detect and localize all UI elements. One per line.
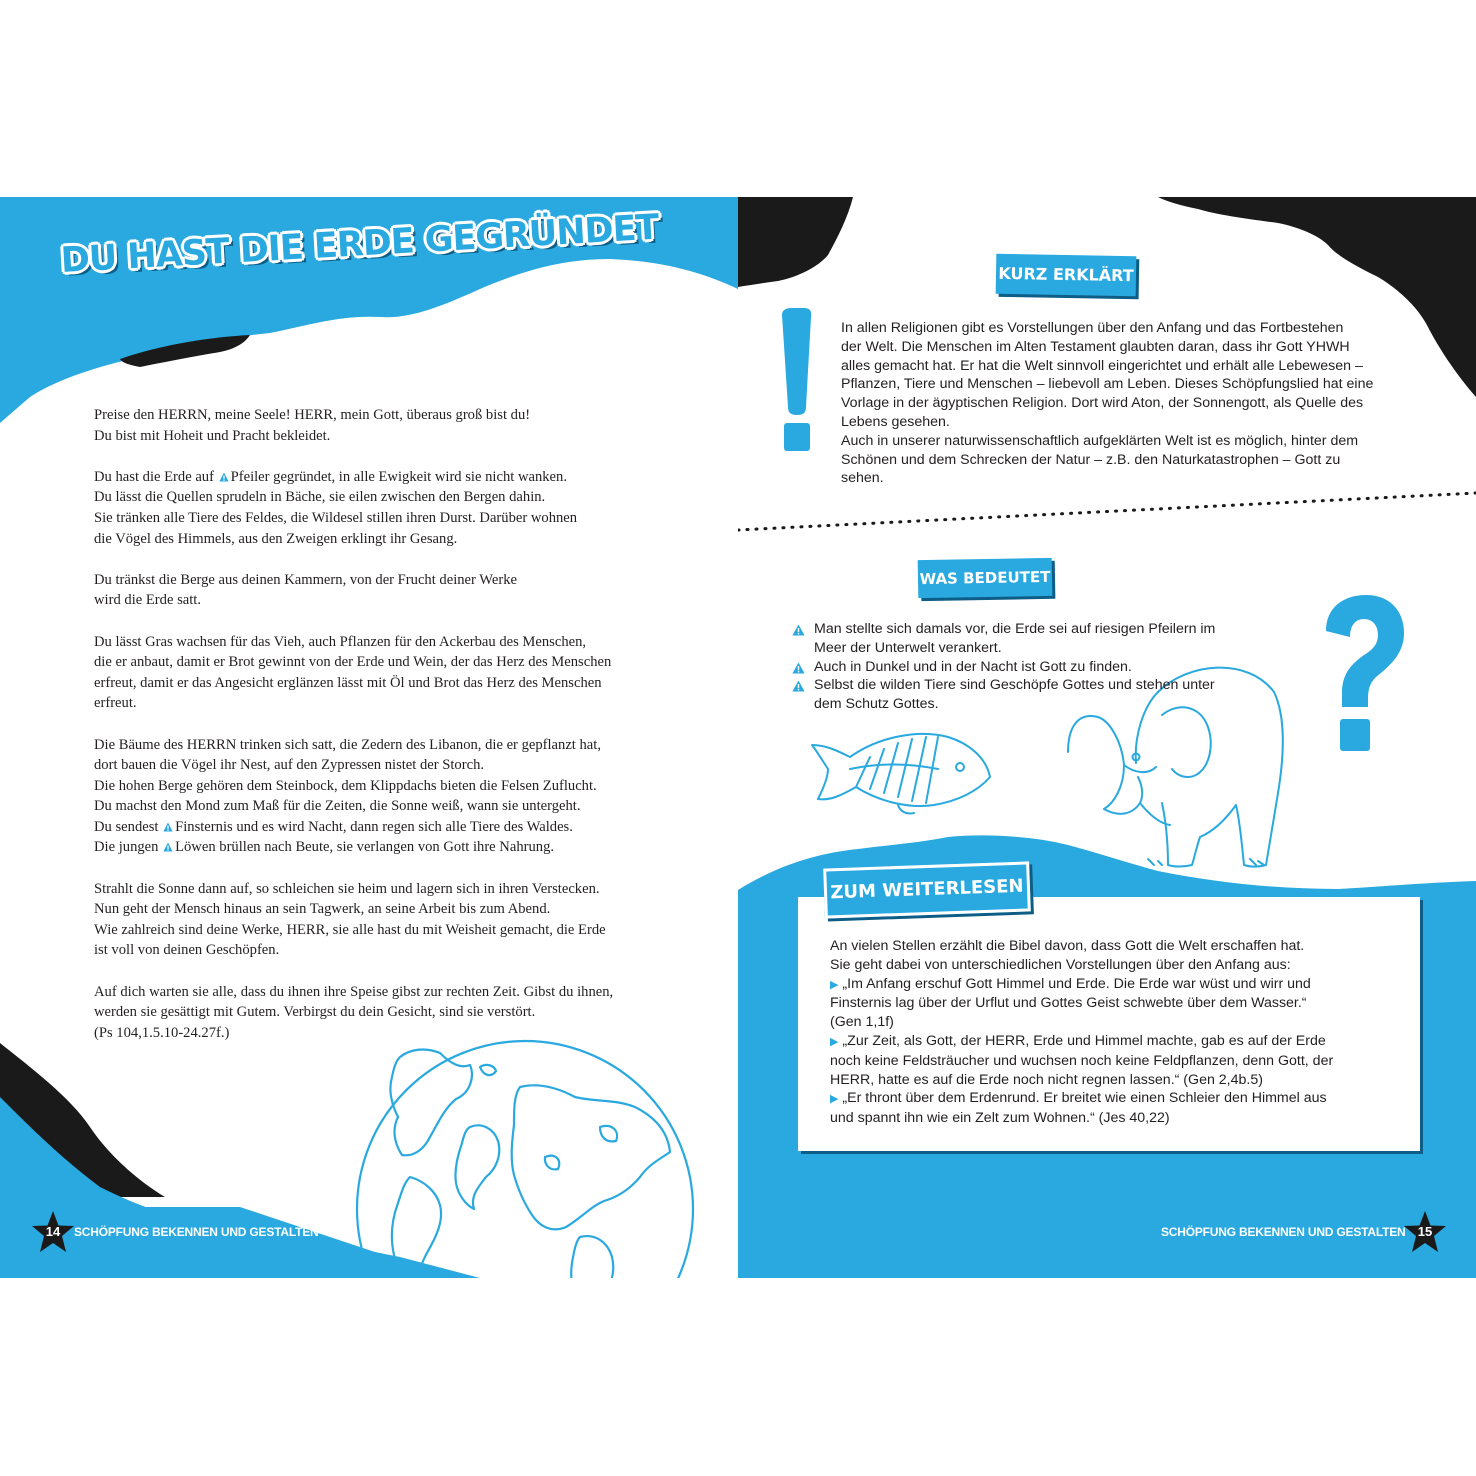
psalm-paragraph bbox=[94, 570, 694, 611]
psalm-line: Strahlt die Sonne dann auf, so schleichen sie heim und lagern sich in ihren Verstecken. bbox=[94, 880, 600, 897]
page-number-text: 15 bbox=[1417, 1224, 1433, 1239]
quote-line bbox=[830, 1089, 1333, 1109]
list-item-text: Selbst die wilden Tiere sind Geschöpfe Gottes und stehen unter bbox=[814, 677, 1215, 694]
page-footer-left: SCHÖPFUNG BEKENNEN UND GESTALTEN bbox=[74, 1225, 319, 1239]
psalm-line-start: Du hast die Erde auf bbox=[94, 468, 218, 485]
quote-line: und spannt ihn wie ein Zelt zum Wohnen.“ (Jes 40,22) bbox=[830, 1110, 1170, 1127]
quote-citation: (Gen 1,1f) bbox=[830, 1014, 894, 1031]
psalm-line: Sie tränken alle Tiere des Feldes, die Wildesel stillen ihren Durst. Darüber wohnen bbox=[94, 509, 578, 526]
kurz-erklaert-label: KURZ ERKLÄRT bbox=[996, 254, 1137, 296]
psalm-line: Auf dich warten sie alle, dass du ihnen ihre Speise gibst zur rechten Zeit. Gibst du ihnen, bbox=[94, 983, 614, 1000]
quote-text: „Er thront über dem Erdenrund. Er breitet wie einen Schleier den Himmel aus bbox=[842, 1090, 1327, 1107]
quote-line bbox=[830, 975, 1333, 995]
zum-weiterlesen-box bbox=[798, 897, 1420, 1151]
text-line: Pflanzen, Tiere und Menschen – liebevoll am Leben. Dieses Schöpfungslied hat eine bbox=[841, 376, 1374, 393]
psalm-line-end: Finsternis und es wird Nacht, dann regen sich alle Tiere des Waldes. bbox=[175, 818, 573, 835]
text-line: der Welt. Die Menschen im Alten Testament glaubten daran, dass ihr Gott YHWH bbox=[841, 338, 1350, 355]
text-line: Schönen und dem Schrecken der Natur – z.B. den Naturkatastrophen – Gott zu bbox=[841, 451, 1341, 468]
list-item-continuation: Meer der Unterwelt verankert. bbox=[814, 639, 1002, 656]
psalm-paragraph bbox=[94, 632, 694, 714]
psalm-line-end: Pfeiler gegründet, in alle Ewigkeit wird sie nicht wanken. bbox=[230, 468, 567, 485]
list-item bbox=[792, 658, 1215, 677]
globe-illustration bbox=[357, 1041, 693, 1278]
note-triangle-icon[interactable] bbox=[792, 624, 805, 636]
quote-line bbox=[830, 1032, 1333, 1052]
psalm-line: die er anbaut, damit er Brot gewinnt von der Erde und Wein, der das Herz des Menschen bbox=[94, 654, 612, 671]
page-footer-right: SCHÖPFUNG BEKENNEN UND GESTALTEN bbox=[1161, 1225, 1406, 1239]
kurz-erklaert-text bbox=[841, 319, 1373, 488]
text-line: In allen Religionen gibt es Vorstellungen über den Anfang und das Fortbestehen bbox=[841, 320, 1344, 336]
psalm-line: Die hohen Berge gehören dem Steinbock, dem Klippdachs bieten die Felsen Zuflucht. bbox=[94, 777, 597, 794]
text-line: sehen. bbox=[841, 470, 884, 487]
left-page bbox=[0, 197, 738, 1278]
psalm-line: Du lässt die Quellen sprudeln in Bäche, sie eilen zwischen den Bergen dahin. bbox=[94, 489, 546, 506]
psalm-line bbox=[94, 837, 694, 858]
psalm-line: wird die Erde satt. bbox=[94, 592, 201, 609]
psalm-line bbox=[94, 817, 694, 838]
book-spread bbox=[0, 197, 1476, 1278]
psalm-line: Du tränkst die Berge aus deinen Kammern, von der Frucht deiner Werke bbox=[94, 571, 517, 588]
psalm-paragraph bbox=[94, 982, 694, 1044]
was-bedeutet-label: WAS BEDEUTET bbox=[918, 558, 1053, 598]
page-number-left bbox=[31, 1210, 75, 1254]
psalm-line: Du lässt Gras wachsen für das Vieh, auch Pflanzen für den Ackerbau des Menschen, bbox=[94, 633, 587, 650]
text-line: Sie geht dabei von unterschiedlichen Vorstellungen über den Anfang aus: bbox=[830, 956, 1291, 973]
exclamation-icon bbox=[778, 307, 814, 453]
was-bedeutet-list bbox=[792, 620, 1215, 714]
quote-text: „Zur Zeit, als Gott, der HERR, Erde und Himmel machte, gab es auf der Erde bbox=[842, 1032, 1326, 1049]
quote-line: noch keine Feldsträucher und wuchsen noch keine Feldpflanzen, denn Gott, der bbox=[830, 1052, 1334, 1069]
psalm-line: Du bist mit Hoheit und Pracht bekleidet. bbox=[94, 427, 331, 444]
list-item-text: Auch in Dunkel und in der Nacht ist Gott zu finden. bbox=[814, 658, 1132, 675]
psalm-line: Preise den HERRN, meine Seele! HERR, mein Gott, überaus groß bist du! bbox=[94, 407, 531, 423]
list-item bbox=[792, 676, 1215, 695]
list-item-continuation: dem Schutz Gottes. bbox=[814, 696, 939, 713]
fish-illustration bbox=[812, 734, 990, 814]
psalm-line: Die Bäume des HERRN trinken sich satt, die Zedern des Libanon, die er gepflanzt hat, bbox=[94, 736, 601, 753]
psalm-line bbox=[94, 467, 694, 488]
note-triangle-icon[interactable] bbox=[163, 822, 173, 832]
note-triangle-icon[interactable] bbox=[219, 472, 229, 482]
psalm-paragraph bbox=[94, 879, 694, 961]
psalm-citation: (Ps 104,1.5.10-24.27f.) bbox=[94, 1024, 230, 1041]
text-line: Vorlage in der ägyptischen Religion. Dort wird Aton, der Sonnengott, als Quelle des bbox=[841, 395, 1364, 412]
psalm-line-start: Die jungen bbox=[94, 839, 163, 856]
arrow-icon: ▶ bbox=[830, 978, 839, 991]
zum-weiterlesen-label: ZUM WEITERLESEN bbox=[823, 861, 1031, 918]
question-mark-icon bbox=[1320, 593, 1406, 757]
quote-line: HERR, hatte es auf die Erde noch nicht regnen lassen.“ (Gen 2,4b.5) bbox=[830, 1071, 1263, 1088]
psalm-paragraph bbox=[94, 405, 694, 446]
page-number-text: 14 bbox=[45, 1224, 61, 1239]
text-line: alles gemacht hat. Er hat die Welt sinnvoll eingerichtet und erhält alle Lebewesen – bbox=[841, 357, 1363, 374]
psalm-line: Wie zahlreich sind deine Werke, HERR, sie alle hast du mit Weisheit gemacht, die Erde bbox=[94, 921, 606, 938]
psalm-line: ist voll von deinen Geschöpfen. bbox=[94, 942, 280, 959]
arrow-icon: ▶ bbox=[830, 1093, 839, 1106]
arrow-icon: ▶ bbox=[830, 1035, 839, 1048]
psalm-paragraph bbox=[94, 735, 694, 859]
psalm-line-start: Du sendest bbox=[94, 818, 163, 835]
text-line: Auch in unserer naturwissenschaftlich aufgeklärten Welt ist es möglich, hinter dem bbox=[841, 432, 1359, 449]
page-number-right bbox=[1403, 1210, 1447, 1254]
text-line: An vielen Stellen erzählt die Bibel davon, dass Gott die Welt erschaffen hat. bbox=[830, 938, 1305, 954]
note-triangle-icon[interactable] bbox=[792, 680, 805, 692]
psalm-line: erfreut. bbox=[94, 695, 137, 712]
psalm-line: werden sie gesättigt mit Gutem. Verbirgst du dein Gesicht, sind sie verstört. bbox=[94, 1004, 536, 1021]
text-line: Lebens gesehen. bbox=[841, 413, 950, 430]
psalm-line: erfreut, damit er das Angesicht erglänzen lässt mit Öl und Brot das Herz des Menschen bbox=[94, 674, 602, 691]
psalm-line: die Vögel des Himmels, aus den Zweigen erklingt ihr Gesang. bbox=[94, 530, 458, 547]
psalm-line: dort bauen die Vögel ihr Nest, auf den Zypressen nistet der Storch. bbox=[94, 757, 485, 774]
zum-weiterlesen-text bbox=[830, 937, 1333, 1128]
quote-line: Finsternis lag über der Urflut und Gottes Geist schwebte über dem Wasser.“ bbox=[830, 995, 1307, 1012]
right-page bbox=[738, 197, 1476, 1278]
psalm-paragraph bbox=[94, 467, 694, 549]
psalm-line: Du machst den Mond zum Maß für die Zeiten, die Sonne weiß, wann sie untergeht. bbox=[94, 798, 581, 815]
page-title: DU HAST DIE ERDE GEGRÜNDET bbox=[59, 207, 660, 281]
quote-text: „Im Anfang erschuf Gott Himmel und Erde. Die Erde war wüst und wirr und bbox=[842, 975, 1311, 992]
note-triangle-icon[interactable] bbox=[792, 662, 805, 674]
list-item-text: Man stellte sich damals vor, die Erde sei auf riesigen Pfeilern im bbox=[814, 621, 1216, 637]
psalm-text bbox=[94, 405, 694, 1064]
note-triangle-icon[interactable] bbox=[163, 842, 173, 852]
psalm-line-end: Löwen brüllen nach Beute, sie verlangen von Gott ihre Nahrung. bbox=[175, 839, 555, 856]
list-item bbox=[792, 620, 1215, 639]
psalm-line: Nun geht der Mensch hinaus an sein Tagwerk, an seine Arbeit bis zum Abend. bbox=[94, 901, 551, 918]
